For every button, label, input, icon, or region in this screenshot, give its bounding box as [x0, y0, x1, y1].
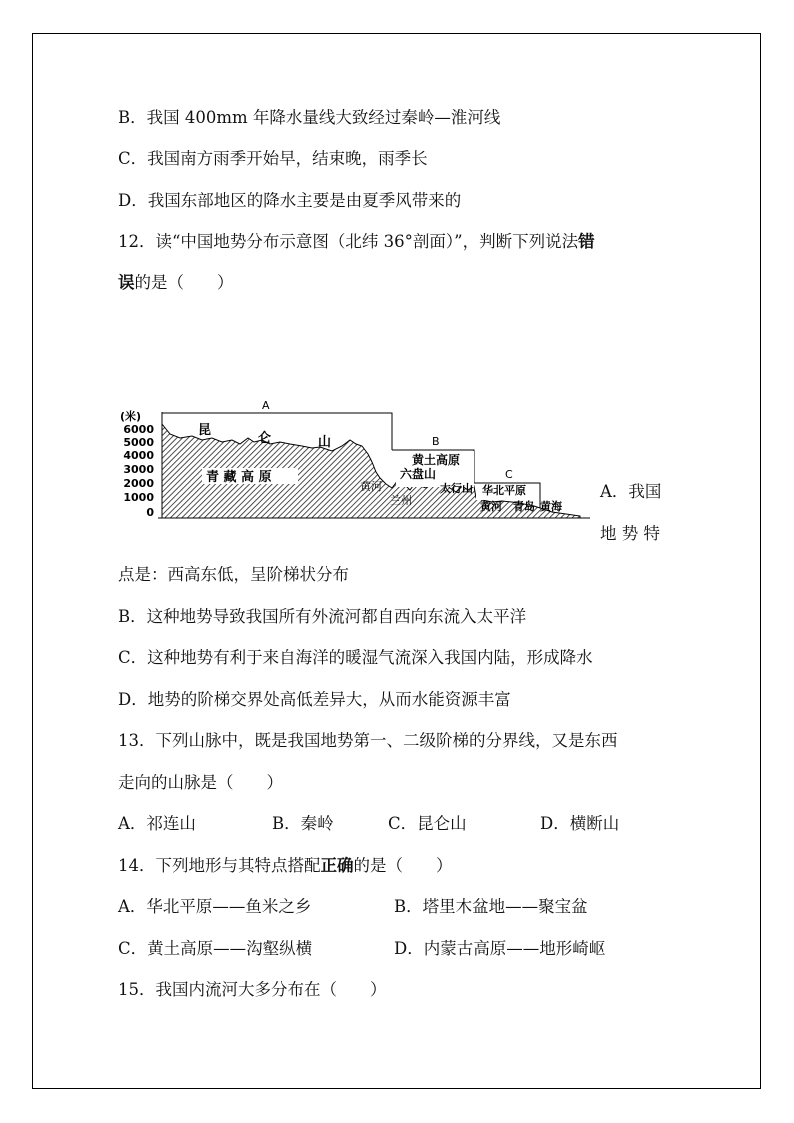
- q15-stem: 15．我国内流河大多分布在（ ）: [118, 980, 387, 999]
- qingdao-label: 青岛: [513, 500, 535, 513]
- q14-stem-emphasis: 正确: [320, 856, 354, 875]
- q13-stem-line1: 13．下列山脉中，既是我国地势第一、二级阶梯的分界线，又是东西: [118, 731, 618, 750]
- q12-stem-emphasis: 错: [578, 232, 595, 251]
- q11-option-b: B．我国 400mm 年降水量线大致经过秦岭—淮河线: [118, 108, 501, 127]
- loess-plateau-label: 黄土高原: [412, 453, 461, 467]
- q12-option-a-part1: A．我国: [600, 482, 662, 501]
- y-tick-5000: 5000: [123, 436, 154, 449]
- q11-option-d: D．我国东部地区的降水主要是由夏季风带来的: [118, 191, 462, 210]
- qz-plateau-label: 青 藏 高 原: [206, 470, 272, 485]
- q12-stem-emphasis-2: 误: [118, 273, 135, 292]
- q13-option-a: A．祁连山: [118, 814, 196, 833]
- q14-option-b: B．塔里木盆地——聚宝盆: [394, 897, 588, 916]
- y-ticks: [123, 423, 154, 519]
- huanghai-label: 黄海: [540, 500, 562, 513]
- y-tick-3000: 3000: [123, 463, 154, 476]
- mountain-char-3: 山: [318, 435, 332, 450]
- q12-stem-tail: 的是（ ）: [134, 273, 234, 292]
- huabei-plain-label: 华北平原: [482, 484, 526, 497]
- q12-option-a-part3: 点是：西高东低，呈阶梯状分布: [118, 565, 349, 584]
- q12-option-c: C．这种地势有利于来自海洋的暖湿气流深入我国内陆，形成降水: [118, 648, 593, 667]
- q13-option-b: B．秦岭: [272, 814, 334, 833]
- q13-stem-line2: 走向的山脉是（ ）: [118, 773, 283, 792]
- q12-option-b: B．这种地势导致我国所有外流河都自西向东流入太平洋: [118, 607, 527, 626]
- q12-stem-text: 12．读“中国地势分布示意图（北纬 36°剖面）”，判断下列说法: [118, 232, 579, 251]
- step-c-label: C: [505, 468, 513, 481]
- q13-option-d: D．横断山: [540, 814, 620, 833]
- y-tick-0: 0: [146, 506, 154, 519]
- q13-option-c: C．昆仑山: [388, 814, 467, 833]
- q14-option-c: C．黄土高原——沟壑纵横: [118, 939, 313, 958]
- q14-stem-tail: 的是（ ）: [353, 856, 453, 875]
- y-tick-6000: 6000: [123, 423, 154, 436]
- y-tick-2000: 2000: [123, 477, 154, 490]
- step-a-label: A: [262, 399, 270, 412]
- q12-option-d: D．地势的阶梯交界处高低差异大，从而水能资源丰富: [118, 690, 511, 709]
- q14-option-a: A．华北平原——鱼米之乡: [118, 897, 312, 916]
- taihang-label: 太行山: [440, 482, 473, 495]
- y-tick-1000: 1000: [123, 491, 154, 504]
- q12-option-a-part2: 地 势 特: [600, 524, 660, 543]
- lanzhou-label: 兰州: [390, 494, 412, 507]
- q14-option-d: D．内蒙古高原——地形崎岖: [394, 939, 606, 958]
- mountain-char-2: 仑: [258, 431, 272, 446]
- huanghe-label-1: 黄河: [360, 480, 382, 493]
- q12-stem-line1: [118, 232, 595, 252]
- y-axis-unit: (米): [120, 410, 142, 423]
- liupan-label: 六盘山: [400, 467, 437, 481]
- y-tick-4000: 4000: [123, 449, 154, 462]
- terrain-profile-diagram: [120, 398, 590, 528]
- q11-option-c: C．我国南方雨季开始早，结束晚，雨季长: [118, 149, 428, 168]
- q14-stem: [118, 856, 453, 876]
- huanghe-label-2: 黄河: [480, 500, 502, 513]
- q12-stem-line2: [118, 273, 234, 293]
- mountain-char-1: 昆: [198, 423, 212, 438]
- q14-stem-text: 14．下列地形与其特点搭配: [118, 856, 321, 875]
- step-b-label: B: [432, 435, 440, 448]
